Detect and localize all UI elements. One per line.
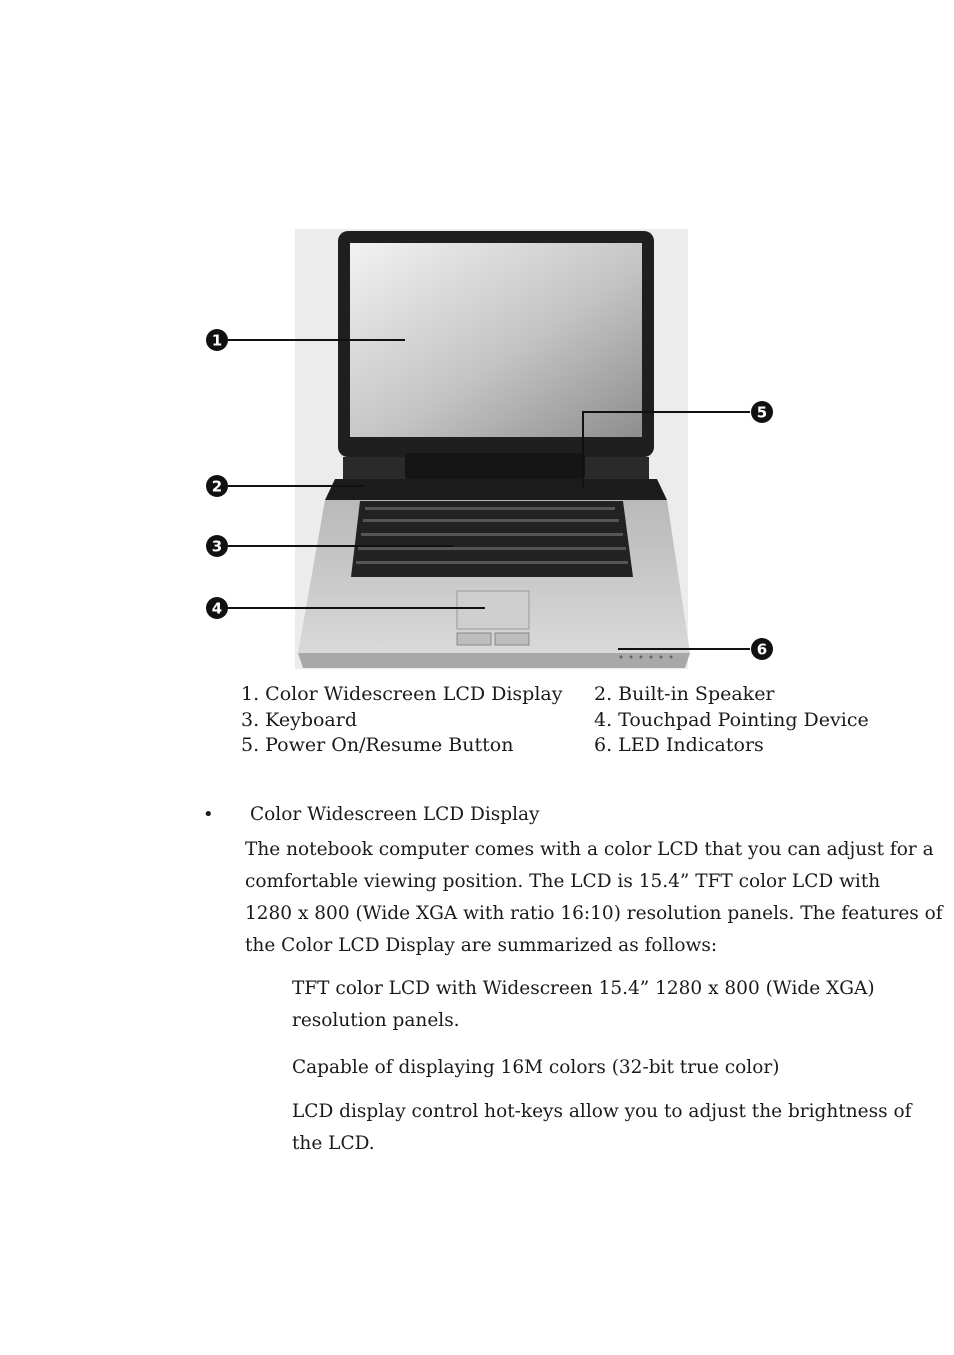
feature-item-2 xyxy=(292,1052,779,1084)
caption-6: 6. LED Indicators xyxy=(594,734,764,756)
caption-3: 3. Keyboard xyxy=(241,708,358,731)
callout-3-label: 3 xyxy=(211,537,223,556)
callout-2-label: 2 xyxy=(211,477,223,496)
section-title: Color Widescreen LCD Display xyxy=(250,804,540,825)
hinge-center xyxy=(405,453,585,479)
caption-5: 5. Power On/Resume Button xyxy=(241,734,514,756)
paragraph-line: the Color LCD Display are summarized as follows: xyxy=(245,935,718,956)
feature-item-3 xyxy=(292,1096,911,1160)
feature-line: Capable of displaying 16M colors (32-bit true color) xyxy=(292,1057,780,1078)
caption-2: 2. Built-in Speaker xyxy=(594,683,775,705)
laptop-figure xyxy=(195,225,795,675)
callout-2-marker xyxy=(206,475,228,497)
touchpad-right-button xyxy=(495,633,529,645)
paragraph-line: 1280 x 800 (Wide XGA with ratio 16:10) resolution panels. The features of xyxy=(245,903,943,924)
speaker-panel xyxy=(325,479,667,500)
callout-5-label: 5 xyxy=(756,403,768,422)
feature-line: the LCD. xyxy=(292,1133,375,1154)
callout-4-label: 4 xyxy=(211,599,223,618)
feature-item-1 xyxy=(292,973,875,1037)
touchpad xyxy=(457,591,529,629)
touchpad-left-button xyxy=(457,633,491,645)
callout-5-marker xyxy=(751,401,773,423)
bullet-marker: • xyxy=(203,804,214,825)
paragraph-line: The notebook computer comes with a color LCD that you can adjust for a xyxy=(245,839,934,860)
keyboard xyxy=(351,501,633,577)
callout-6-label: 6 xyxy=(756,640,768,659)
feature-line: TFT color LCD with Widescreen 15.4” 1280 x 800 (Wide XGA) xyxy=(292,978,875,999)
caption-4: 4. Touchpad Pointing Device xyxy=(594,708,869,731)
callout-3-marker xyxy=(206,535,228,557)
callout-1-marker xyxy=(206,329,228,351)
feature-line: LCD display control hot-keys allow you to adjust the brightness of xyxy=(292,1101,912,1122)
callout-6-marker xyxy=(751,638,773,660)
base-front xyxy=(298,653,690,668)
caption-1: 1. Color Widescreen LCD Display xyxy=(241,683,563,705)
callout-4-marker xyxy=(206,597,228,619)
section-paragraph xyxy=(245,834,943,962)
feature-line: resolution panels. xyxy=(292,1010,460,1031)
laptop-illustration xyxy=(195,225,795,675)
paragraph-line: comfortable viewing position. The LCD is 15.4” TFT color LCD with xyxy=(245,871,881,892)
callout-1-label: 1 xyxy=(211,331,223,350)
